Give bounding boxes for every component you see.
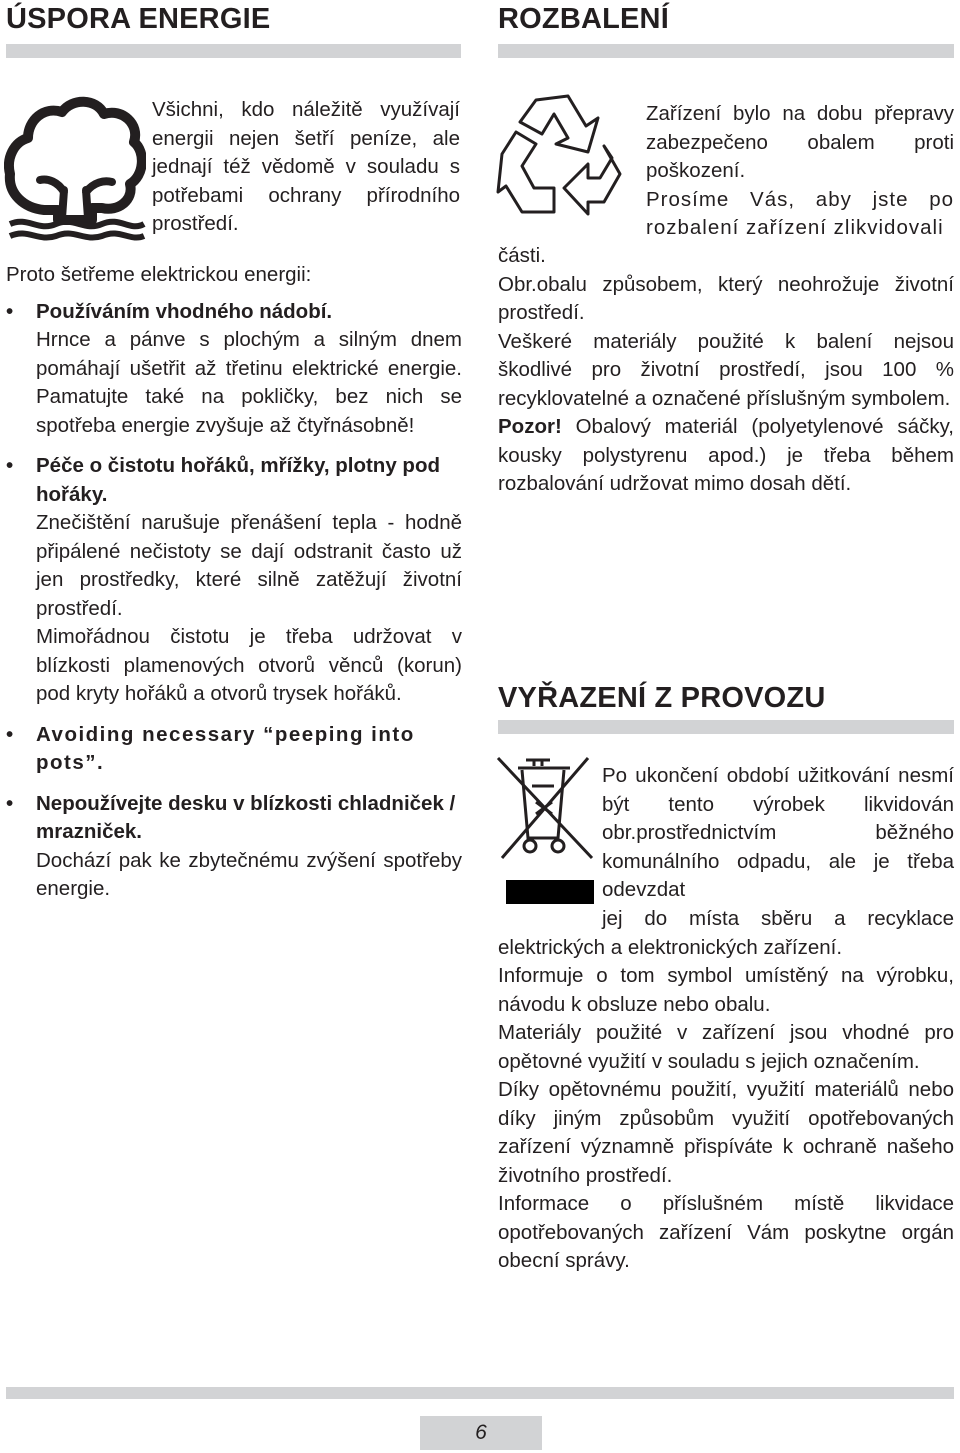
warning-label: Pozor! [498,415,562,438]
warning-text: Obalový materiál (polyetylenové sáčky, kousky polystyrenu apod.) je třeba během rozbalování udržovat mimo dosah dětí. [498,415,954,495]
crossed-bin-icon [496,754,596,864]
item-text: Hrnce a pánve s plochým a silným dnem pomáhají ušetřit až třetinu elektrické energie. Pamatujte také na pokličky, bez nich se spotřeba energie zvyšuje až čtyřnásobně! [36,328,462,437]
item-title: Nepoužívejte desku v blízkosti chladniček / mrazniček. [36,791,456,843]
item-text: Dochází pak ke zbytečnému zvýšení spotřeby energie. [36,848,462,900]
bullet-icon: • [6,722,15,746]
disposal-paragraph-1: Po ukončení období užitkování nesmí být tento výrobek likvidován obr.prostřednictvím běžného komunálního odpadu, ale je třeba odevzdat [602,764,954,901]
unpack-paragraph-4: Veškeré materiály použité k balení nejsou škodlivé pro životní prostředí, jsou 100 % recyklovatelné a označené příslušným symbolem. [498,329,954,410]
item-title: Avoiding necessary “peeping into pots”. [36,722,415,774]
list-item [6,298,462,441]
heading-rule-right [498,44,954,58]
disposal-paragraph-3: Materiály použité v zařízení jsou vhodné pro opětovné využití v souladu s jejich označením. [498,1021,954,1073]
heading-disposal: VYŘAZENÍ Z PROVOZU [498,682,826,714]
recycle-icon [496,92,638,220]
unpack-paragraph-3: Obr.obalu způsobem, který neohrožuje životní prostředí. [498,272,954,324]
disposal-paragraph-1b: jej do místa sběru a recyklace elektrických a elektronických zařízení. [498,907,954,959]
warning-paragraph [498,413,954,499]
list-item [6,452,462,709]
heading-energy-saving: ÚSPORA ENERGIE [6,3,271,35]
energy-tips-list [6,298,462,904]
page-number: 6 [420,1416,542,1450]
tree-icon [4,92,146,242]
heading-unpacking: ROZBALENÍ [498,3,669,35]
list-item [6,790,462,904]
bullet-icon: • [6,454,14,477]
list-item [6,721,462,778]
disposal-paragraph-5: Informace o příslušném místě likvidace opotřebovaných zařízení Vám poskytne orgán obecní správy. [498,1192,954,1272]
unpack-paragraph-1: Zařízení bylo na dobu přepravy zabezpečeno obalem proti poškození. [646,102,954,182]
black-bar-marker [506,880,594,904]
unpack-paragraph-2a: Prosíme Vás, aby jste po rozbalení zařízení zlikvidovali [646,187,954,239]
unpack-paragraph-2b: části. [498,244,546,267]
bullet-icon: • [6,299,14,323]
heading-rule-disposal [498,720,954,734]
item-title: Používáním vhodného nádobí. [36,299,333,323]
bullet-icon: • [6,791,14,815]
disposal-paragraph-4: Díky opětovnému použití, využití materiálů nebo díky jiným způsobům využití opotřebovaných zařízení významně přispíváte k ochraně našeho životního prostředí. [498,1078,954,1187]
heading-rule-left [6,44,461,58]
disposal-paragraph-2: Informuje o tom symbol umístěný na výrobku, návodu k obsluze nebo obalu. [498,964,954,1016]
item-text-2: Mimořádnou čistotu je třeba udržovat v blízkosti plamenových otvorů věnců (korun) pod kryty hořáků a otvorů trysek hořáků. [36,625,462,705]
item-title: Péče o čistotu hořáků, mřížky, plotny pod hořáky. [36,454,440,506]
footer-rule [6,1387,954,1399]
intro-paragraph: Všichni, kdo náležitě využívají energii nejen šetří peníze, ale jednají též vědomě v souladu s potřebami ochrany přírodního prostředí. [152,98,460,235]
item-text: Znečištění narušuje přenášení tepla - hodně připálené nečistoty se dají odstranit často už jen prostředky, které silně zatěžují životní prostředí. [36,511,462,620]
lead-text: Proto šetřeme elektrickou energii: [6,263,312,286]
